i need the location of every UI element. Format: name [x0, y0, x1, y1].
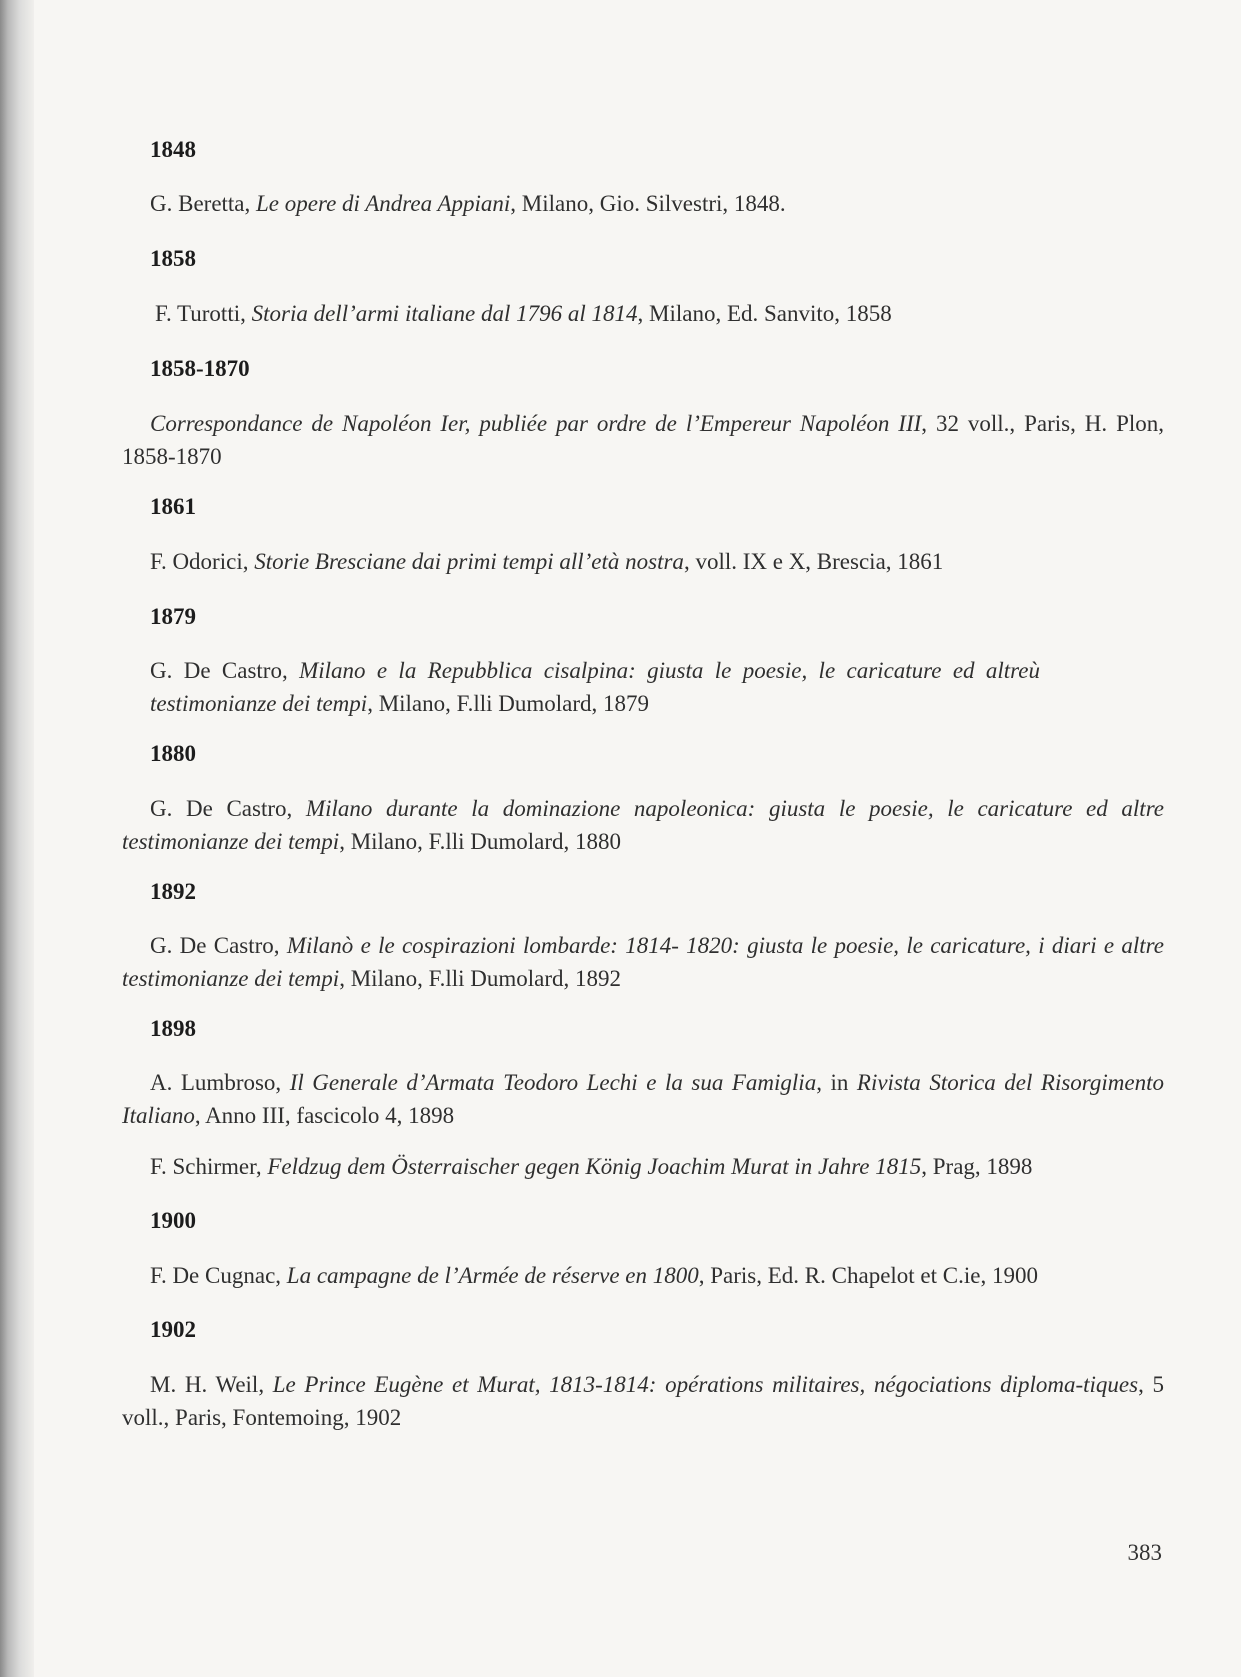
year-heading: 1898	[150, 1016, 196, 1041]
year-heading: 1900	[150, 1208, 196, 1233]
citation: F. Turotti, Storia dell’armi italiane dal 1796 al 1814, Milano, Ed. Sanvito, 1858	[155, 301, 892, 326]
citation: G. Beretta, Le opere di Andrea Appiani, Milano, Gio. Silvestri, 1848.	[150, 191, 786, 216]
citation: G. De Castro, Milano e la Repubblica cisalpina: giusta le poesie, le caricature ed altreù testimonianze dei tempi, Milano, F.lli Dumolard, 1879	[150, 658, 1040, 716]
citation: G. De Castro, Milano durante la dominazione napoleonica: giusta le poesie, le caricature ed altre testimonianze dei tempi, Milano, F.lli Dumolard, 1880	[122, 796, 1164, 854]
year-heading: 1902	[150, 1317, 196, 1342]
year-heading: 1880	[150, 741, 196, 766]
citation: F. Odorici, Storie Bresciane dai primi tempi all’età nostra, voll. IX e X, Brescia, 1861	[150, 549, 944, 574]
year-heading: 1861	[150, 494, 196, 519]
citation: Correspondance de Napoléon Ier, publiée par ordre de l’Empereur Napoléon III, 32 voll., Paris, H. Plon, 1858-1870	[122, 411, 1164, 469]
citation: A. Lumbroso, Il Generale d’Armata Teodoro Lechi e la sua Famiglia, in Rivista Storica del Risorgimento Italiano, Anno III, fascicolo 4, 1898	[122, 1070, 1164, 1128]
year-heading: 1858	[150, 246, 196, 271]
citation: M. H. Weil, Le Prince Eugène et Murat, 1813-1814: opérations militaires, négociations diploma-tiques, 5 voll., Paris, Fontemoing, 1902	[122, 1372, 1164, 1430]
citation: F. Schirmer, Feldzug dem Österraischer gegen König Joachim Murat in Jahre 1815, Prag, 1898	[150, 1154, 1033, 1179]
year-heading: 1879	[150, 604, 196, 629]
citation: G. De Castro, Milanò e le cospirazioni lombarde: 1814- 1820: giusta le poesie, le caricature, i diari e altre testimonianze dei tempi, Milano, F.lli Dumolard, 1892	[122, 933, 1164, 991]
page-number: 383	[1127, 1540, 1162, 1565]
binding-shadow	[0, 0, 34, 1677]
bibliography-page	[122, 0, 1164, 1677]
citation: F. De Cugnac, La campagne de l’Armée de réserve en 1800, Paris, Ed. R. Chapelot et C.ie, 1900	[150, 1263, 1038, 1288]
year-heading: 1892	[150, 879, 196, 904]
year-heading: 1848	[150, 137, 196, 162]
year-heading: 1858-1870	[150, 356, 250, 381]
